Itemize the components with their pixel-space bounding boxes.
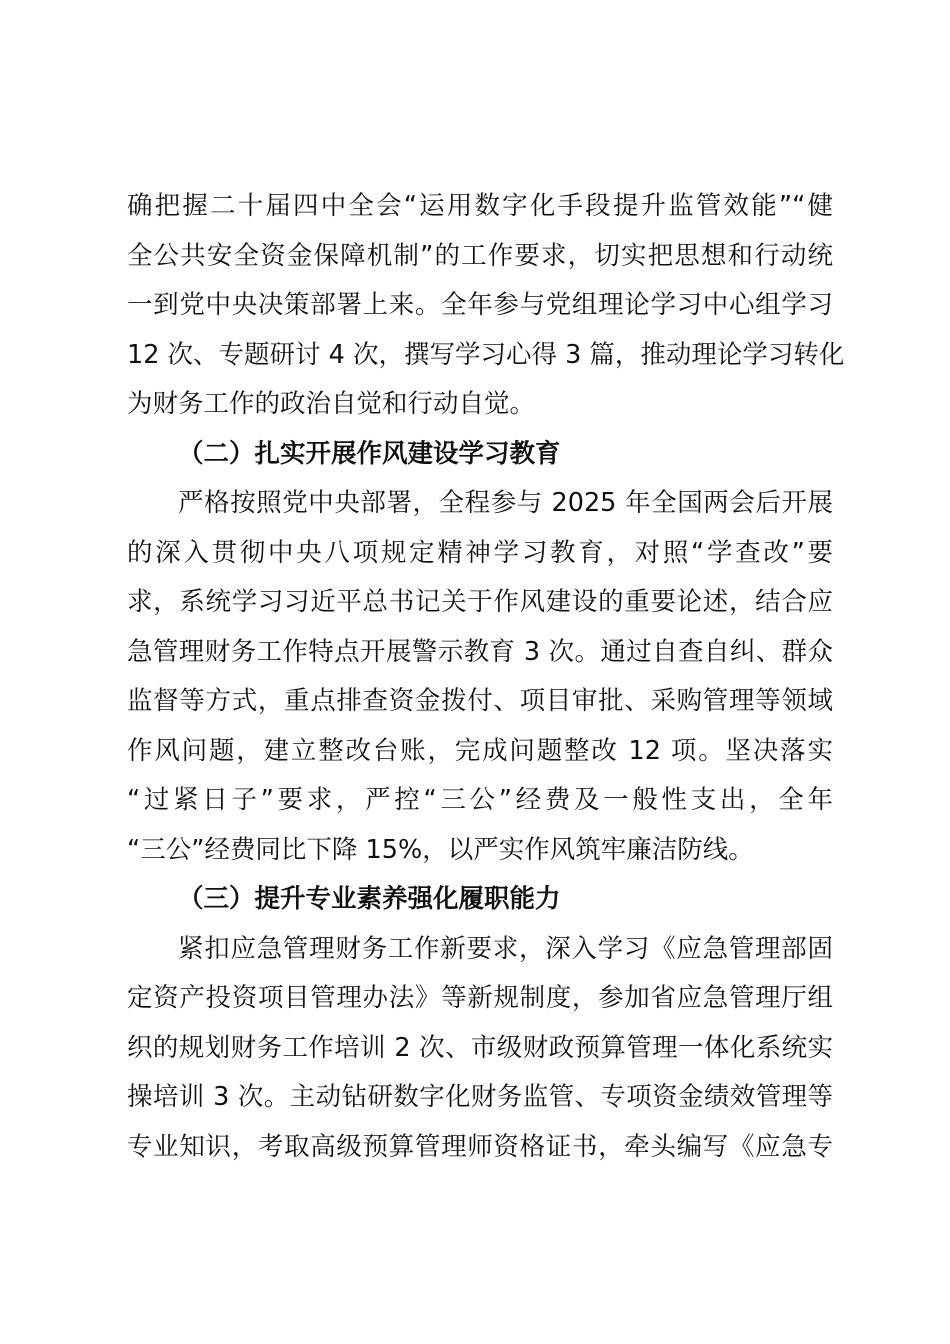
text-line: 监督等方式，重点排查资金拨付、项目审批、采购管理等领域 [127,686,833,716]
text-line: “三公”经费同比下降 15%，以严实作风筑牢廉洁防线。 [127,834,754,865]
section-2 [127,430,833,876]
text-line: 一到党中央决策部署上来。全年参与党组理论学习中心组学习 [127,290,833,320]
text-line: 全公共安全资金保障机制”的工作要求，切实把思想和行动统 [127,240,833,271]
text-line: 操培训 3 次。主动钻研数字化财务监管、专项资金绩效管理等 [127,1082,833,1112]
text-line: 的深入贯彻中央八项规定精神学习教育，对照“学查改”要 [127,537,833,568]
text-line: 定资产投资项目管理办法》等新规制度，参加省应急管理厅组 [127,983,833,1013]
text-line: 确把握二十届四中全会“运用数字化手段提升监管效能”“健 [127,191,833,221]
text-line: 12 次、专题研讨 4 次，撰写学习心得 3 篇，推动理论学习转化 [127,339,845,370]
text-line: 为财务工作的政治自觉和行动自觉。 [127,389,536,419]
section-3 [127,875,833,1172]
text-line: 严格按照党中央部署，全程参与 2025 年全国两会后开展 [178,488,833,518]
text-line: 紧扣应急管理财务工作新要求，深入学习《应急管理部固 [178,933,833,964]
section-heading: （二）扎实开展作风建设学习教育 [178,438,561,469]
text-line: 专业知识，考取高级预算管理师资格证书，牵头编写《应急专 [127,1131,833,1162]
text-line: 织的规划财务工作培训 2 次、市级财政预算管理一体化系统实 [127,1032,833,1063]
text-line: 急管理财务工作特点开展警示教育 3 次。通过自查自纠、群众 [127,636,833,667]
text-line: “过紧日子”要求，严控“三公”经费及一般性支出，全年 [127,785,833,815]
document-page [127,182,845,1172]
text-line: 求，系统学习习近平总书记关于作风建设的重要论述，结合应 [127,587,833,617]
text-line: 作风问题，建立整改台账，完成问题整改 12 项。坚决落实 [127,735,833,766]
paragraph-1 [127,182,845,430]
section-heading: （三）提升专业素养强化履职能力 [178,884,561,914]
